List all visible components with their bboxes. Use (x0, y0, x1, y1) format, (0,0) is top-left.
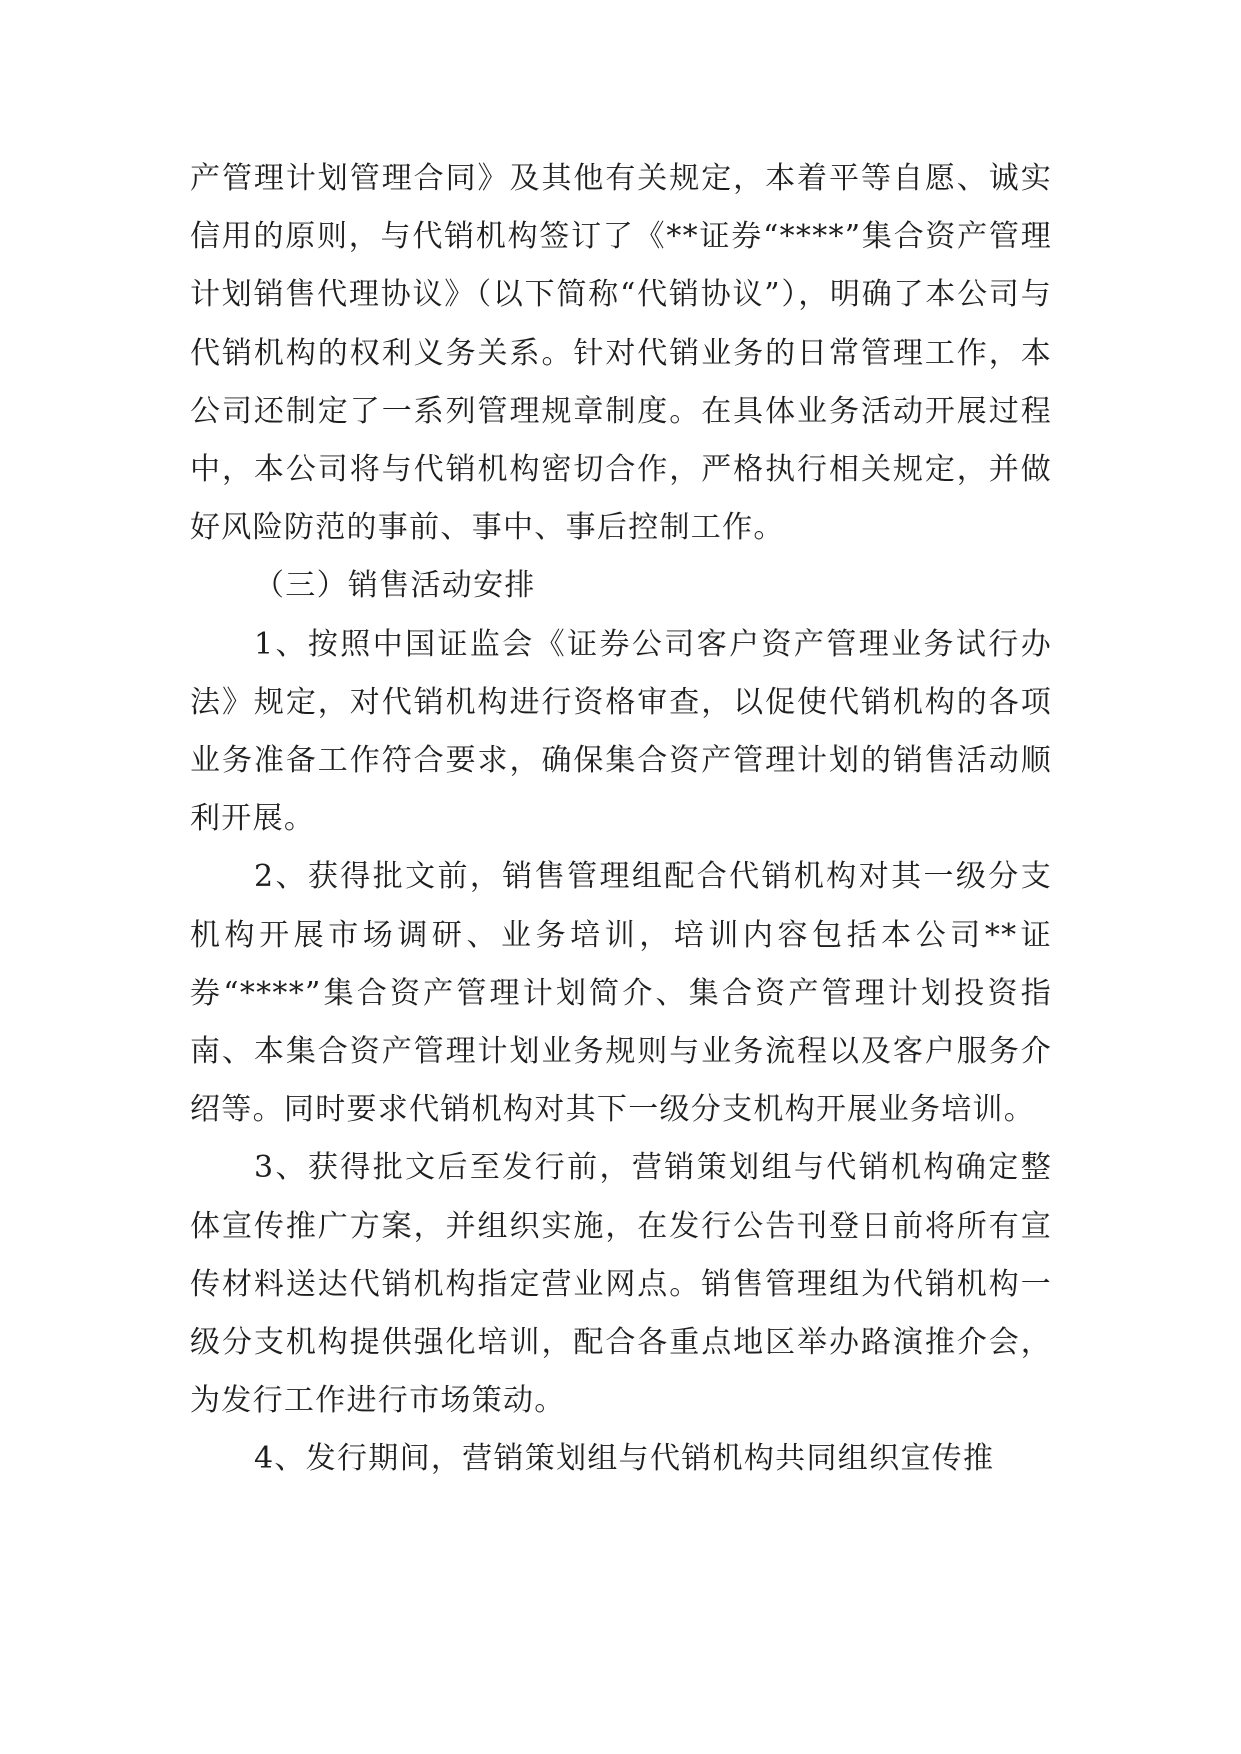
paragraph-item-2: 2、获得批文前，销售管理组配合代销机构对其一级分支机构开展市场调研、业务培训，培训内容包括本公司**证券“****”集合资产管理计划简介、集合资产管理计划投资指南、本集合资产管理计划业务规则与业务流程以及客户服务介绍等。同时要求代销机构对其下一级分支机构开展业务培训。 (190, 859, 1052, 1128)
paragraph-item-1: 1、按照中国证监会《证券公司客户资产管理业务试行办法》规定，对代销机构进行资格审查，以促使代销机构的各项业务准备工作符合要求，确保集合资产管理计划的销售活动顺利开展。 (190, 626, 1052, 837)
section-heading: （三）销售活动安排 (254, 568, 536, 604)
paragraph-continuation: 产管理计划管理合同》及其他有关规定，本着平等自愿、诚实信用的原则，与代销机构签订了《**证券“****”集合资产管理计划销售代理协议》（以下简称“代销协议”），明确了本公司与代销机构的权利义务关系。针对代销业务的日常管理工作，本公司还制定了一系列管理规章制度。在具体业务活动开展过程中，本公司将与代销机构密切合作，严格执行相关规定，并做好风险防范的事前、事中、事后控制工作。 (190, 161, 1052, 546)
paragraph-item-3: 3、获得批文后至发行前，营销策划组与代销机构确定整体宣传推广方案，并组织实施，在发行公告刊登日前将所有宣传材料送达代销机构指定营业网点。销售管理组为代销机构一级分支机构提供强化培训，配合各重点地区举办路演推介会，为发行工作进行市场策动。 (190, 1150, 1052, 1419)
paragraph-item-4: 4、发行期间，营销策划组与代销机构共同组织宣传推 (254, 1441, 995, 1477)
document-page (190, 150, 1052, 1489)
